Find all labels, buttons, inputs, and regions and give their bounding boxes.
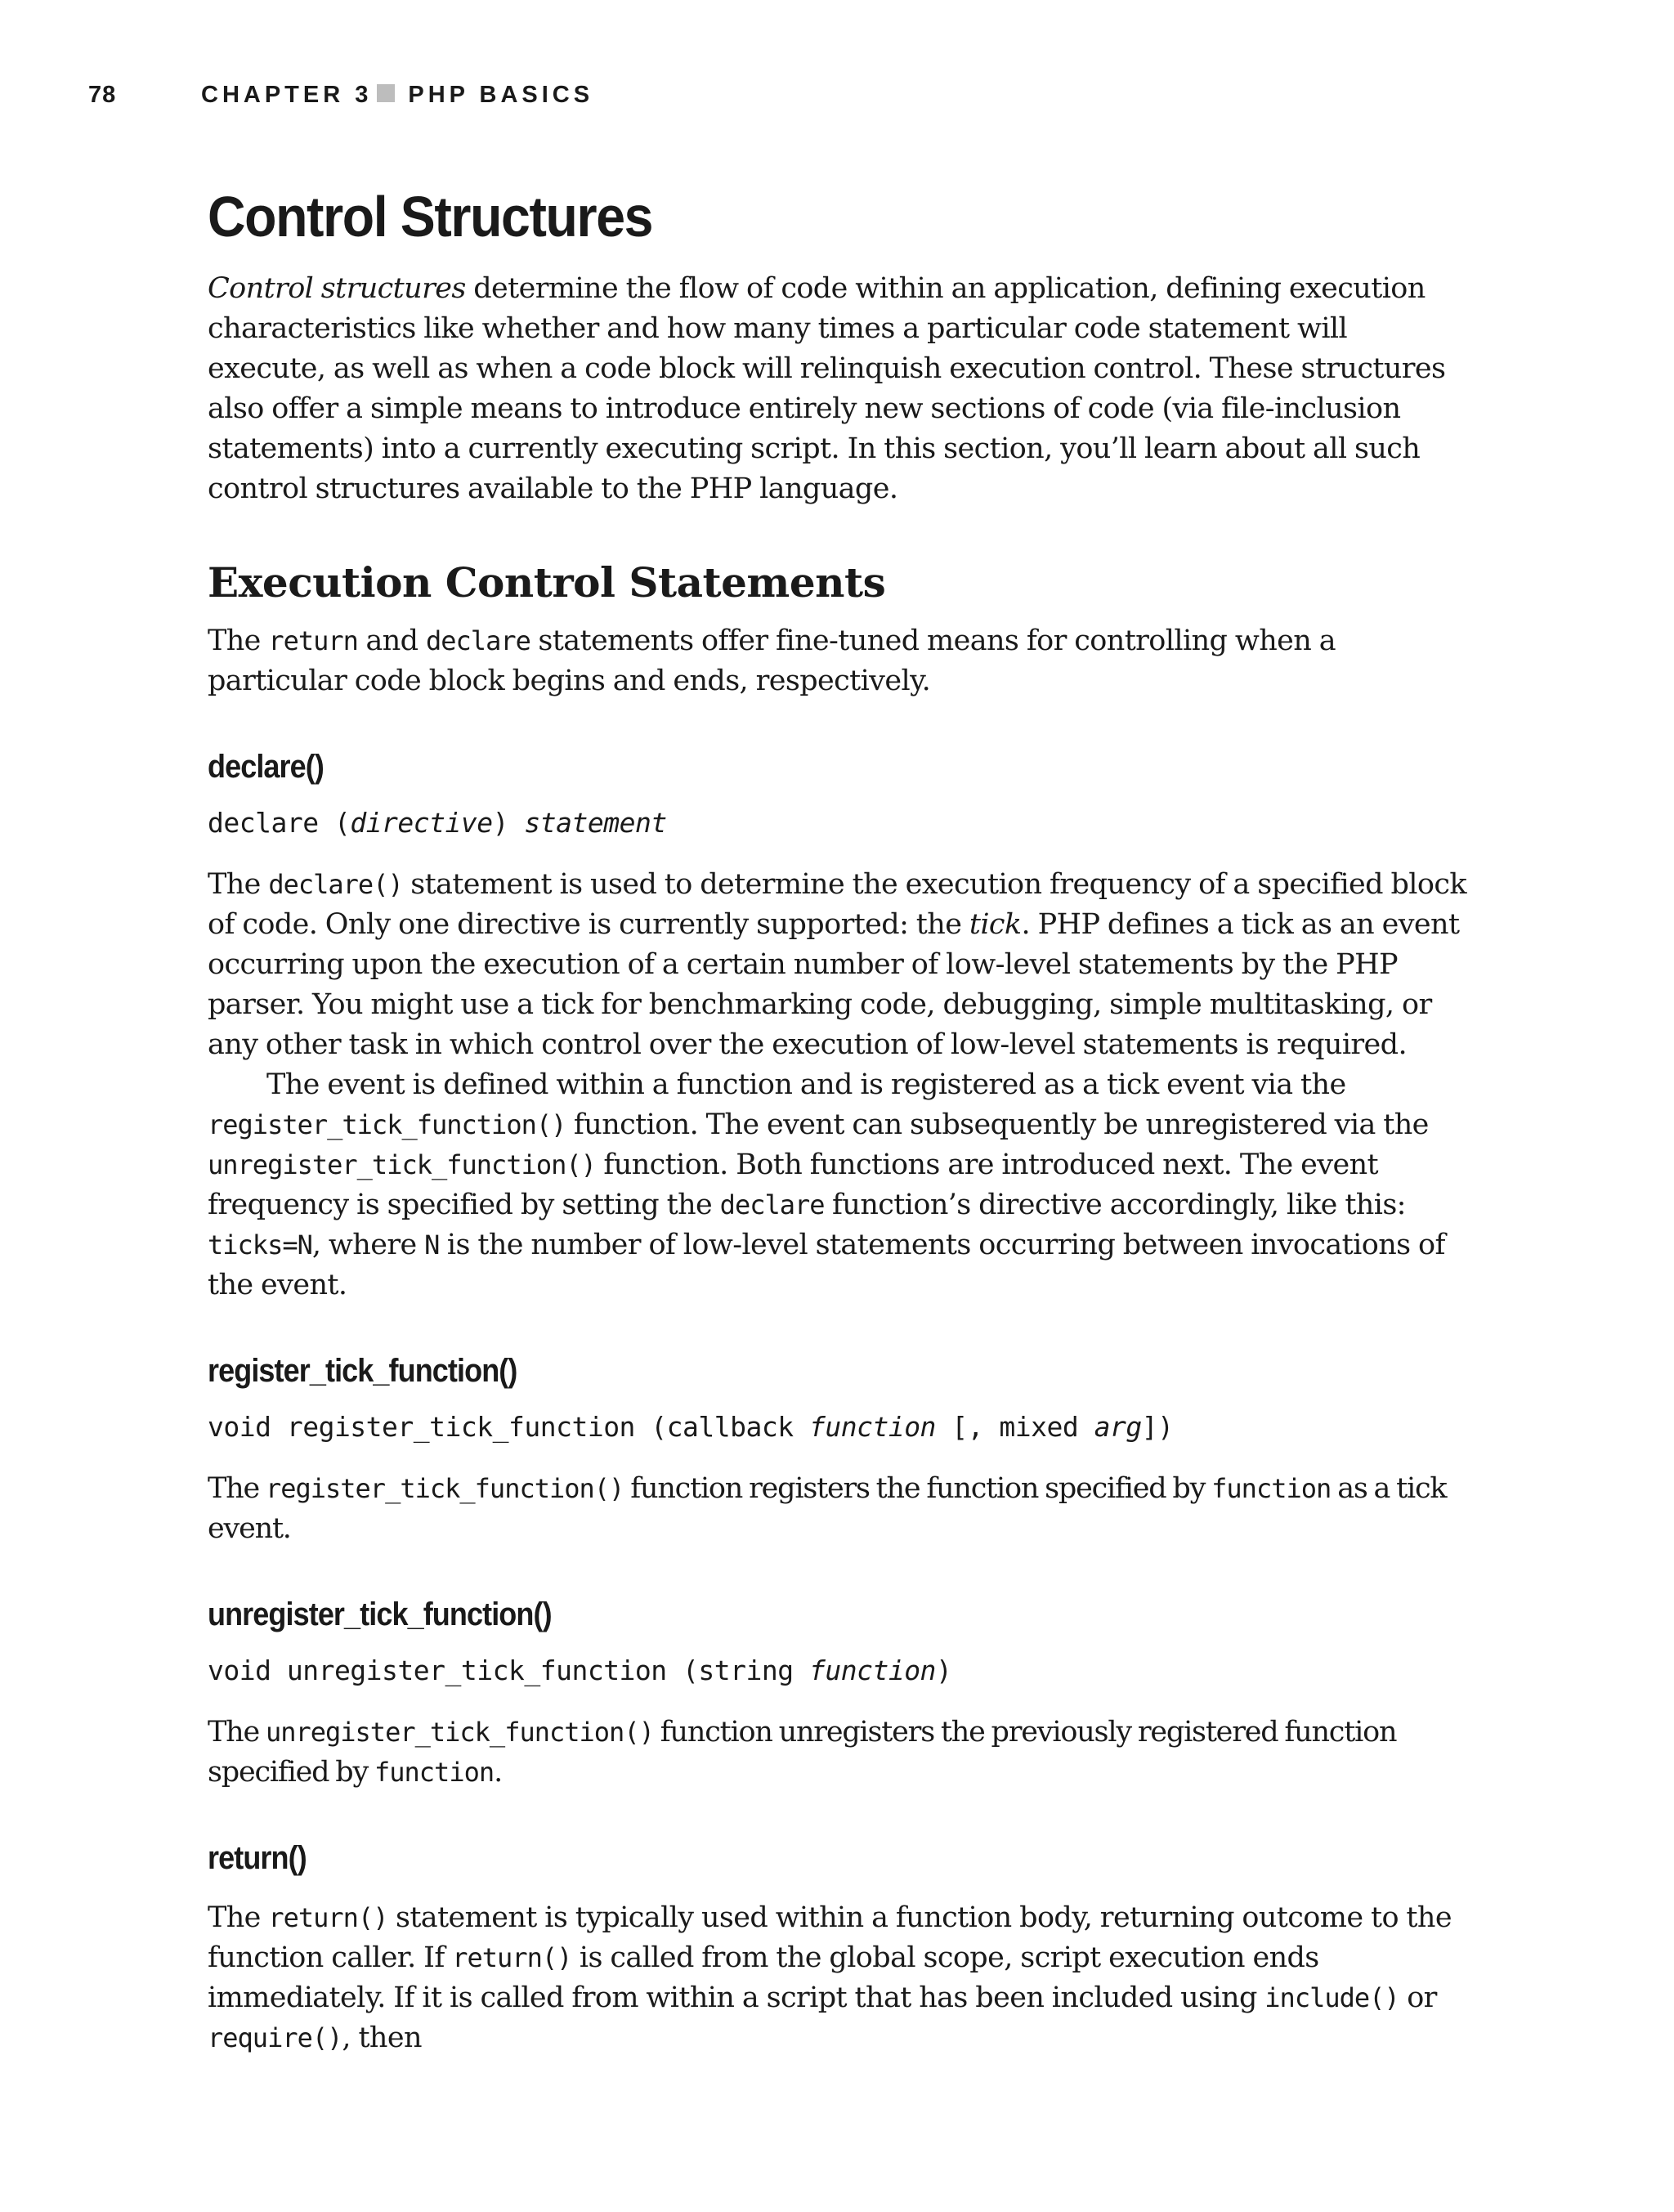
syntax-run: ) [492, 807, 525, 839]
declare-syntax [208, 807, 1466, 839]
inline-code: register_tick_function() [208, 1109, 566, 1140]
inline-code: ticks=N [208, 1229, 312, 1260]
text-run: . PHP defines a tick as an event occurring upon the execution of a certain number of low-level statements by the PHP parser. You might use a tick for benchmarking code, debugging, simple multitasking, or any other task in which control over the execution of low-level statements is required. [208, 908, 1460, 1061]
code-return: return [268, 625, 358, 656]
syntax-param: function [808, 1655, 936, 1686]
inline-code: function [1211, 1473, 1332, 1504]
chapter-number: CHAPTER 3 [201, 82, 373, 108]
unregister-paragraph [208, 1713, 1466, 1793]
inline-code: unregister_tick_function() [208, 1149, 596, 1180]
text-run: function’s directive accordingly, like this: [824, 1189, 1406, 1221]
declare-paragraph-2 [208, 1065, 1466, 1305]
text-run: function. Both functions are introduced next. The event frequency is specified by setting the [208, 1149, 1378, 1221]
text-run: , where [311, 1229, 425, 1261]
term-tick: tick [969, 908, 1022, 941]
text-run: The [208, 1901, 269, 1934]
text-run: statement is typically used within a function body, returning outcome to the function caller. If [208, 1901, 1452, 1974]
text-run: is called from the global scope, script execution ends immediately. If it is called from within a script that has been included using [208, 1941, 1319, 2014]
text-run: , then [342, 2022, 422, 2054]
inline-code: function [374, 1757, 495, 1788]
syntax-param: directive [350, 807, 493, 839]
page-body [208, 184, 1466, 2058]
section-heading-execution-control: Execution Control Statements [208, 558, 886, 607]
inline-code: require() [208, 2022, 342, 2053]
text-run: The [208, 1472, 266, 1505]
subheading-register-tick-function: register_tick_function() [208, 1353, 517, 1389]
syntax-run: ]) [1141, 1411, 1174, 1443]
inline-code: N [424, 1229, 440, 1260]
inline-code: include() [1264, 1982, 1399, 2013]
inline-code: return() [452, 1942, 572, 1973]
text-run: The event is defined within a function and is registered as a tick event via the [266, 1068, 1346, 1101]
syntax-run: void register_tick_function (callback [208, 1411, 809, 1443]
text-run: and [357, 625, 426, 657]
syntax-run: void unregister_tick_function (string [208, 1655, 809, 1686]
page-title: Control Structures [208, 185, 653, 249]
register-paragraph [208, 1469, 1466, 1549]
text-run: is the number of low-level statements occurring between invocations of the event. [208, 1229, 1445, 1301]
text-run: or [1399, 1981, 1437, 2014]
intro-term: Control structures [208, 272, 466, 305]
syntax-run: [, mixed [935, 1411, 1094, 1443]
syntax-param: arg [1094, 1411, 1142, 1443]
syntax-param: function [808, 1411, 936, 1443]
intro-paragraph [208, 269, 1466, 509]
text-run: function registers the function specified by [624, 1472, 1212, 1505]
return-paragraph [208, 1898, 1466, 2058]
subheading-unregister-tick-function: unregister_tick_function() [208, 1596, 552, 1632]
section-name: PHP BASICS [408, 82, 594, 108]
chapter-label [201, 82, 593, 109]
code-declare: declare [426, 625, 530, 656]
intro-text: determine the flow of code within an application, defining execution characteristics like whether and how many times a particular code statement will execute, as well as when a code block will relinquish execution control. These structures also offer a simple means to introduce entirely new sections of code (via file-inclusion statements) into a currently executing script. In this section, you’ll learn about all such control structures available to the PHP language. [208, 272, 1446, 505]
text-run: statements offer fine-tuned means for controlling when a particular code block begins and ends, respectively. [208, 625, 1336, 697]
inline-code: return() [268, 1902, 388, 1933]
square-separator-icon [377, 84, 395, 102]
subheading-declare: declare() [208, 749, 324, 785]
register-syntax [208, 1411, 1466, 1443]
text-run: as a tick event. [208, 1472, 1447, 1545]
text-run: The [208, 868, 269, 901]
text-run: statement is used to determine the execution frequency of a specified block of code. Only one directive is currently supported: the [208, 868, 1466, 941]
text-run: The [208, 625, 269, 657]
subheading-return: return() [208, 1840, 307, 1876]
inline-code: declare [719, 1189, 825, 1220]
declare-paragraph-1 [208, 865, 1466, 1065]
syntax-run: ) [935, 1655, 952, 1686]
inline-code: register_tick_function() [265, 1473, 624, 1504]
text-run: function. The event can subsequently be unregistered via the [566, 1108, 1429, 1141]
text-run: . [494, 1756, 503, 1789]
page-number: 78 [88, 82, 117, 108]
execution-paragraph [208, 621, 1466, 701]
syntax-run: declare ( [208, 807, 351, 839]
inline-code: declare() [268, 869, 403, 900]
syntax-param: statement [524, 807, 667, 839]
text-run: The [208, 1716, 266, 1749]
unregister-syntax [208, 1655, 1466, 1686]
inline-code: unregister_tick_function() [265, 1717, 654, 1748]
text-run: function unregisters the previously registered function specified by [208, 1716, 1397, 1789]
